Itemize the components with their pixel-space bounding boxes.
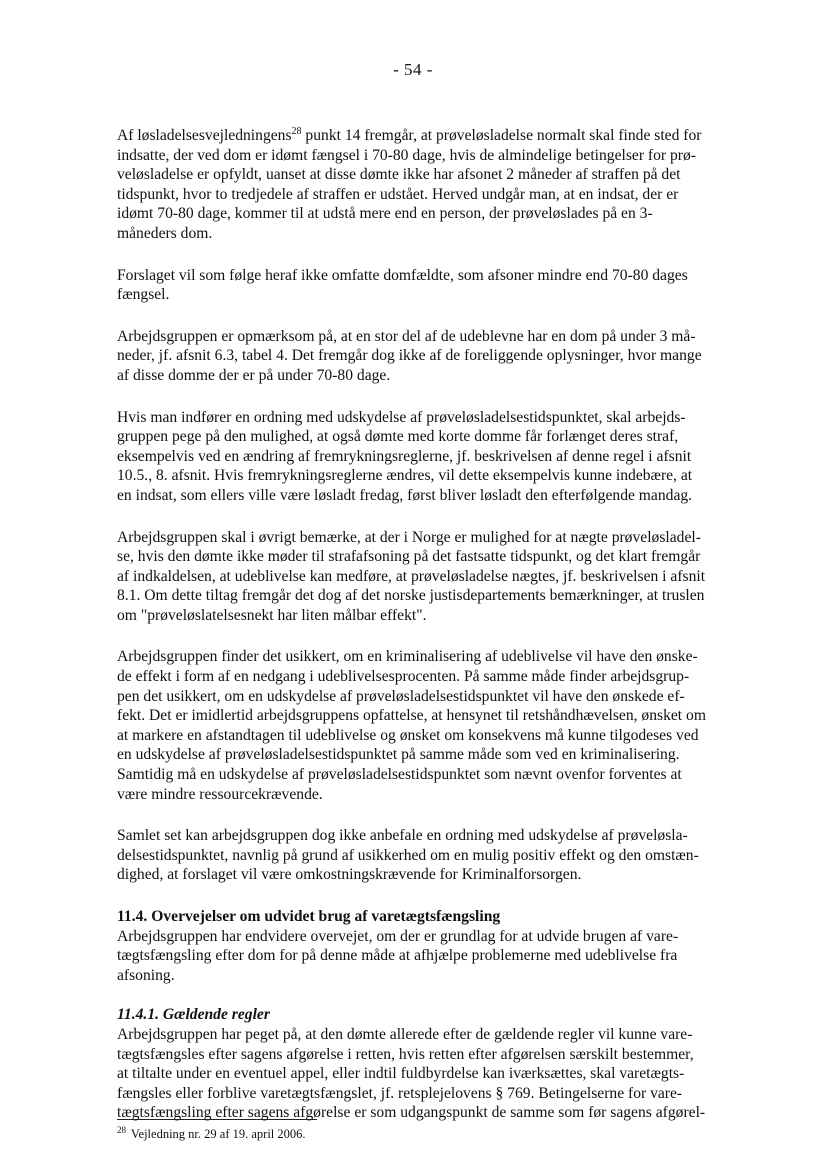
footnote-text: Vejledning nr. 29 af 19. april 2006. <box>128 1127 306 1141</box>
page-number: - 54 - <box>393 60 433 79</box>
paragraph-2: Arbejdsgruppen er opmærksom på, at en stor del af de udeblevne har en dom på under 3 må- neder, jf. afsnit 6.3, tabel 4. Det fremgår dog ikke af de foreliggende oplysninger, hvor mange af disse domme der er på under 70-80 dage. <box>117 327 702 384</box>
paragraph-4: Arbejdsgruppen skal i øvrigt bemærke, at der i Norge er mulighed for at nægte prøveløsladel- se, hvis den dømte ikke møder til strafafsoning på det fastsatte tidspunkt, og det klart fremgår af indkaldelsen, at udeblivelse kan medføre, at prøveløsladelse nægtes, jf. beskrivelsen i afsnit 8.1. Om dette tiltag fremgår det dog af det norske justisdepartements bemærkninger, at truslen om "prøveløslatelsesnekt har liten målbar effekt". <box>117 528 706 624</box>
section-paragraph: Arbejdsgruppen har endvidere overvejet, om der er grundlag for at udvide brugen af vare- tægtsfængsling efter dom for på denne måde at afhjælpe problemerne med udeblivelse fra afsoning. <box>117 927 679 984</box>
page-body <box>117 126 749 1145</box>
section-heading: 11.4. Overvejelser om udvidet brug af varetægtsfængsling <box>117 908 501 925</box>
subsection-heading: 11.4.1. Gældende regler <box>117 1006 270 1024</box>
footnote-reference: 28 <box>291 125 302 137</box>
paragraph-5: Arbejdsgruppen finder det usikkert, om en kriminalisering af udeblivelse vil have den ønske- de effekt i form af en nedgang i udeblivelsesprocenten. På samme måde finder arbejdsgrup- pen det usikkert, om en udskydelse af prøveløsladelsestidspunktet vil have den ønskede ef- fekt. Det er imidlertid arbejdsgruppens opfattelse, at hensynet til retshåndhævelsen, ønsket om at markere en afstandtagen til udeblivelse og ønsket om konsekvens må kunne tilgodeses ved en udskydelse af prøveløsladelsestidspunktet på samme måde som ved en kriminalisering. Samtidig må en udskydelse af prøveløsladelsestidspunktet som nævnt ovenfor forventes at være mindre ressourcekrævende. <box>117 648 706 803</box>
paragraph-1: Forslaget vil som følge heraf ikke omfatte domfældte, som afsoner mindre end 70-80 dages fængsel. <box>117 266 688 304</box>
footnote-divider <box>117 1119 317 1120</box>
subsection-paragraph: Arbejdsgruppen har peget på, at den dømte allerede efter de gældende regler vil kunne vare- tægtsfængsles efter sagens afgørelse i retten, hvis retten efter afgørelsen særskilt bestemmer, at tiltalte under en eventuel appel, eller indtil fuldbyrdelse kan iværksættes, skal varetægts- fængsles eller forblive varetægtsfængslet, jf. retsplejelovens § 769. Betingelserne for vare- tægtsfængsling efter sagens afgørelse er som udgangspunkt de samme som før sagens afgørel- <box>117 1025 706 1122</box>
footnote-number: 28 <box>117 1124 126 1135</box>
intro-paragraph <box>117 126 749 244</box>
footnote <box>117 1126 306 1142</box>
intro-text-rest: punkt 14 fremgår, at prøveløsladelse normalt skal finde sted for indsatte, der ved dom er idømt fængsel i 70-80 dage, hvis de almindelige betingelser for prø- veløsladelse er opfyldt, uanset at disse dømte ikke har afsonet 2 måneder af straffen på det tidspunkt, hvor to tredjedele af straffen er udstået. Herved undgår man, at en indsat, der er idømt 70-80 dage, kommer til at udstå mere end en person, der prøveløslades på en 3- måneders dom. <box>117 127 702 242</box>
paragraph-3: Hvis man indfører en ordning med udskydelse af prøveløsladelsestidspunktet, skal arbejds- gruppen pege på den mulighed, at også dømte med korte domme får forlænget deres straf, eksempelvis ved en ændring af fremrykningsreglerne, jf. beskrivelsen af denne regel i afsnit 10.5., 8. afsnit. Hvis fremrykningsreglerne ændres, vil dette eksempelvis kunne indebære, at en indsat, som ellers ville være løsladt fredag, først bliver løsladt den efterfølgende mandag. <box>117 408 693 504</box>
intro-text-start: Af løsladelsesvejledningens <box>117 127 292 144</box>
paragraph-6: Samlet set kan arbejdsgruppen dog ikke anbefale en ordning med udskydelse af prøveløsla- delsestidspunktet, navnlig på grund af usikkerhed om en mulig positiv effekt og den omstæn- dighed, at forslaget vil være omkostningskrævende for Kriminalforsorgen. <box>117 827 699 884</box>
